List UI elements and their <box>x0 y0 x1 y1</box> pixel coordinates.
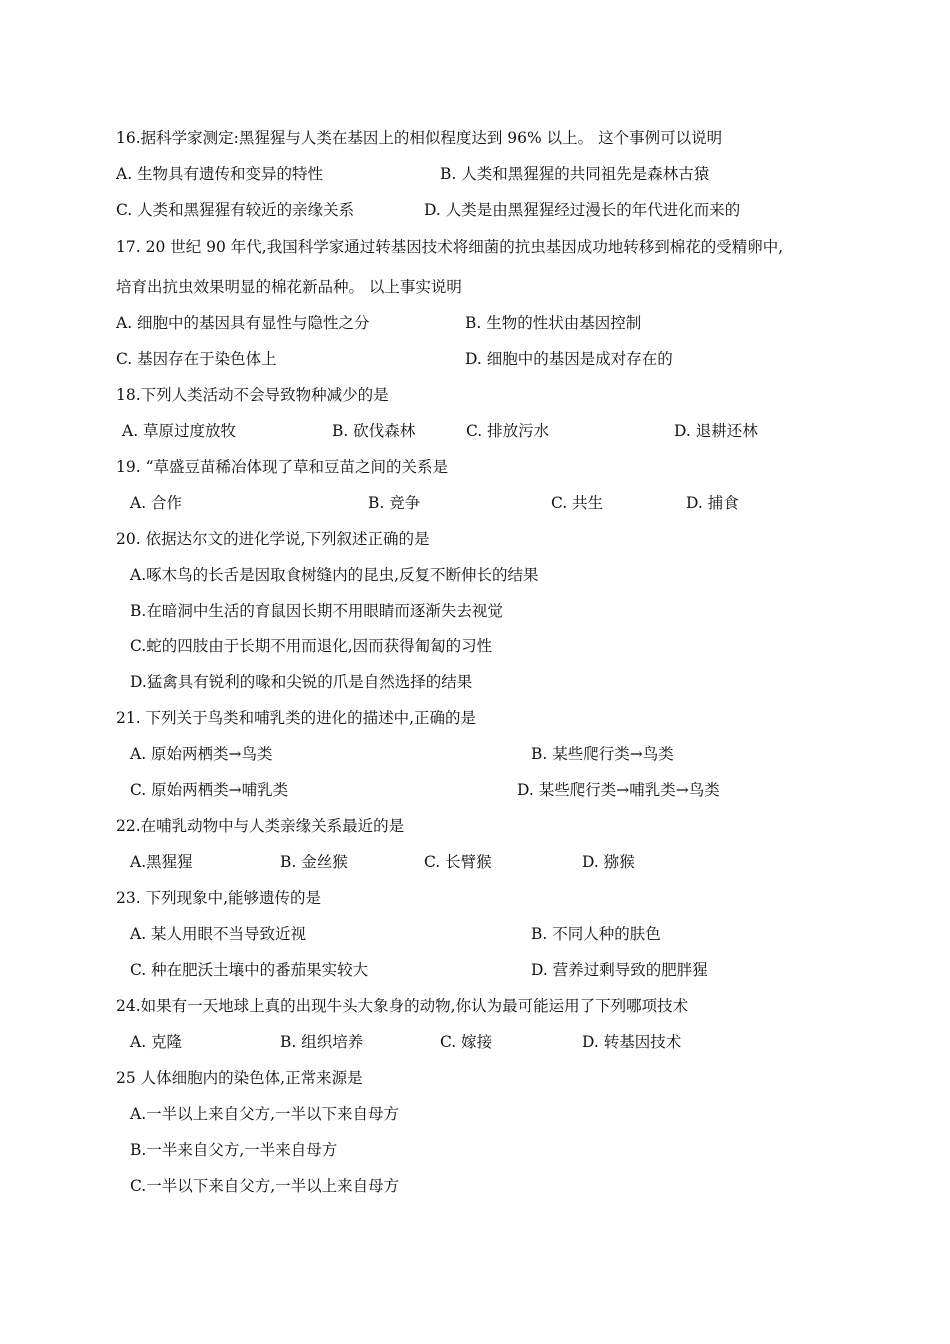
question-17-stem-continued: 培育出抗虫效果明显的棉花新品种。 以上事实说明 <box>116 278 462 296</box>
question-24-option-a: A. 克隆 <box>130 1033 183 1051</box>
question-20-option-d: D.猛禽具有锐利的喙和尖锐的爪是自然选择的结果 <box>130 673 473 691</box>
question-20-option-a: A.啄木鸟的长舌是因取食树缝内的昆虫,反复不断伸长的结果 <box>130 566 539 584</box>
question-18-option-b: B. 砍伐森林 <box>332 422 416 440</box>
question-25-stem: 25 人体细胞内的染色体,正常来源是 <box>116 1069 363 1087</box>
question-19-option-c: C. 共生 <box>551 494 604 512</box>
question-16-option-b: B. 人类和黑猩猩的共同祖先是森林古猿 <box>440 165 710 183</box>
question-21-option-d: D. 某些爬行类→哺乳类→鸟类 <box>517 781 720 799</box>
question-18-option-c: C. 排放污水 <box>466 422 550 440</box>
question-20-stem: 20. 依据达尔文的进化学说,下列叙述正确的是 <box>116 530 430 548</box>
question-24-option-b: B. 组织培养 <box>280 1033 364 1051</box>
question-24-stem: 24.如果有一天地球上真的出现牛头大象身的动物,你认为最可能运用了下列哪项技术 <box>116 997 689 1015</box>
question-23-stem: 23. 下列现象中,能够遗传的是 <box>116 889 322 907</box>
question-19-option-a: A. 合作 <box>130 494 183 512</box>
question-19-option-b: B. 竞争 <box>368 494 421 512</box>
question-17-option-b: B. 生物的性状由基因控制 <box>465 314 642 332</box>
question-17-stem: 17. 20 世纪 90 年代,我国科学家通过转基因技术将细菌的抗虫基因成功地转移到棉花的受精卵中, <box>116 238 784 256</box>
question-23-option-d: D. 营养过剩导致的肥胖猩 <box>531 961 708 979</box>
question-16-stem: 16.据科学家测定:黑猩猩与人类在基因上的相似程度达到 96% 以上。 这个事例可以说明 <box>116 129 723 147</box>
question-18-option-d: D. 退耕还林 <box>674 422 758 440</box>
question-22-stem: 22.在哺乳动物中与人类亲缘关系最近的是 <box>116 817 405 835</box>
question-25-option-a: A.一半以上来自父方,一半以下来自母方 <box>130 1105 400 1123</box>
question-16-option-d: D. 人类是由黑猩猩经过漫长的年代进化而来的 <box>424 201 741 219</box>
question-24-option-d: D. 转基因技术 <box>582 1033 682 1051</box>
question-24-option-c: C. 嫁接 <box>440 1033 493 1051</box>
question-21-stem: 21. 下列关于鸟类和哺乳类的进化的描述中,正确的是 <box>116 709 477 727</box>
question-21-option-b: B. 某些爬行类→鸟类 <box>531 745 674 763</box>
question-25-option-b: B.一半来自父方,一半来自母方 <box>130 1141 338 1159</box>
question-18-option-a: A. 草原过度放牧 <box>122 422 237 440</box>
question-22-option-d: D. 猕猴 <box>582 853 635 871</box>
question-20-option-c: C.蛇的四肢由于长期不用而退化,因而获得匍匐的习性 <box>130 637 493 655</box>
question-20-option-b: B.在暗洞中生活的育鼠因长期不用眼睛而逐渐失去视觉 <box>130 602 503 620</box>
question-17-option-c: C. 基因存在于染色体上 <box>116 350 277 368</box>
question-16-option-a: A. 生物具有遗传和变异的特性 <box>116 165 324 183</box>
question-22-option-b: B. 金丝猴 <box>280 853 348 871</box>
question-25-option-c: C.一半以下来自父方,一半以上来自母方 <box>130 1177 400 1195</box>
question-17-option-a: A. 细胞中的基因具有显性与隐性之分 <box>116 314 370 332</box>
question-21-option-a: A. 原始两栖类→鸟类 <box>130 745 273 763</box>
question-19-option-d: D. 捕食 <box>686 494 739 512</box>
question-23-option-c: C. 种在肥沃土壤中的番茄果实较大 <box>130 961 369 979</box>
question-22-option-c: C. 长臂猴 <box>424 853 492 871</box>
question-21-option-c: C. 原始两栖类→哺乳类 <box>130 781 289 799</box>
question-19-stem: 19. “草盛豆苗稀冶体现了草和豆苗之间的关系是 <box>116 458 449 476</box>
question-22-option-a: A.黑猩猩 <box>130 853 193 871</box>
question-16-option-c: C. 人类和黑猩猩有较近的亲缘关系 <box>116 201 355 219</box>
question-17-option-d: D. 细胞中的基因是成对存在的 <box>465 350 673 368</box>
question-23-option-b: B. 不同人种的肤色 <box>531 925 661 943</box>
question-18-stem: 18.下列人类活动不会导致物种减少的是 <box>116 386 389 404</box>
question-23-option-a: A. 某人用眼不当导致近视 <box>130 925 307 943</box>
